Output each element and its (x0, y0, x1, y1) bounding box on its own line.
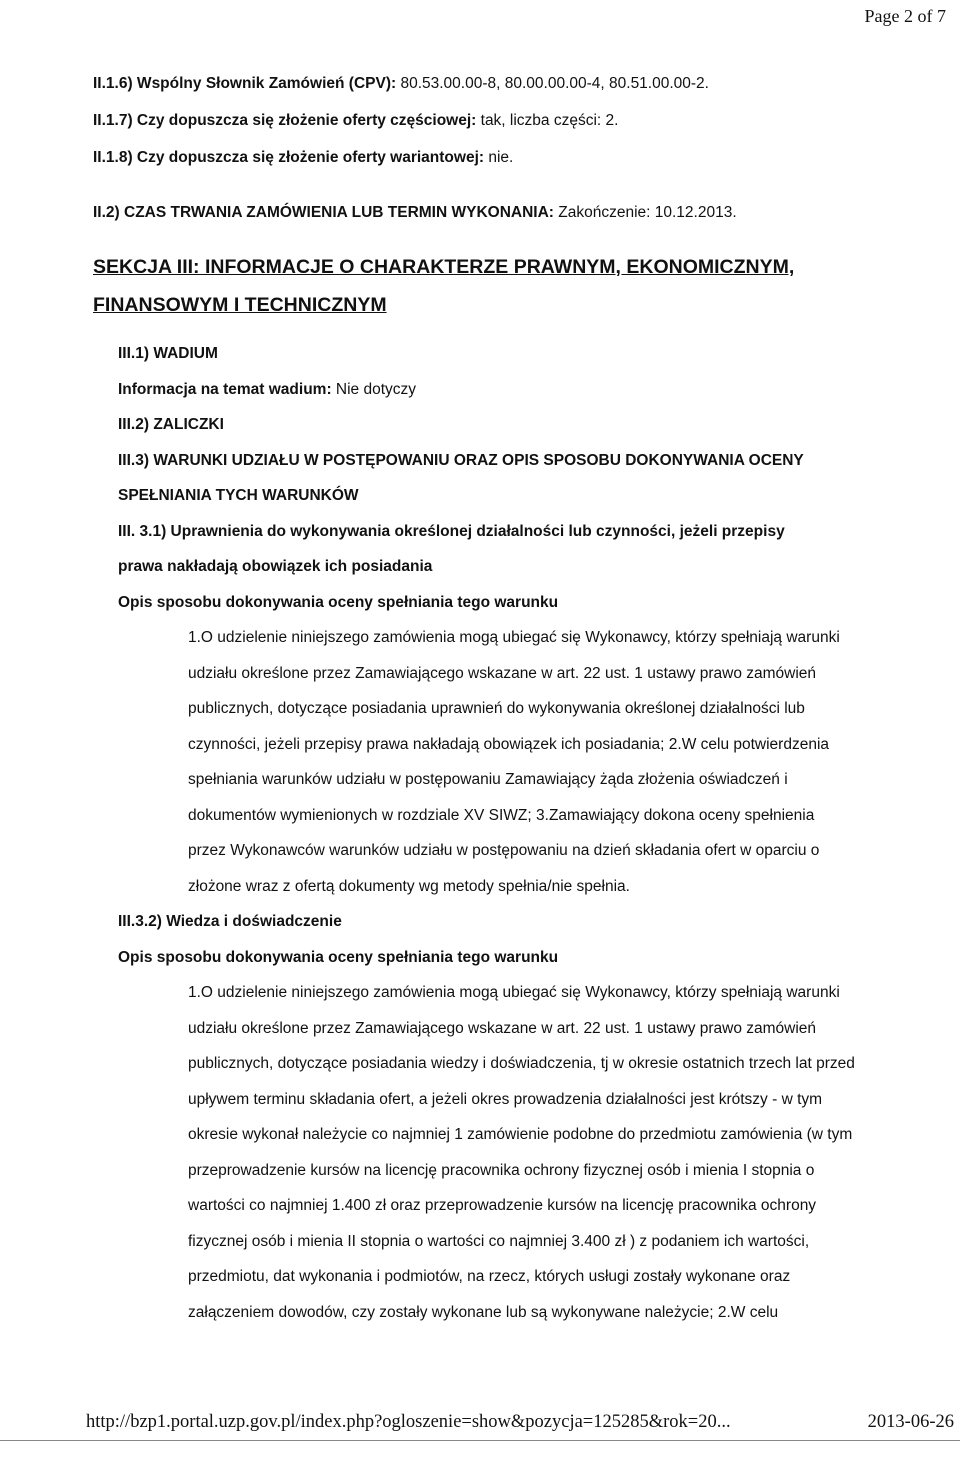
item-label: II.1.8) Czy dopuszcza się złożenie oferty wariantowej: (93, 149, 485, 166)
item-label: II.1.6) Wspólny Słownik Zamówień (CPV): (93, 75, 397, 92)
uprawnienia-heading: III. 3.1) Uprawnienia do wykonywania określonej działalności lub czynności, jeżeli przepisy prawa nakładają obowiązek ich posiadania (118, 522, 785, 575)
wadium-value: Nie dotyczy (331, 380, 417, 398)
item-partial-offer (93, 111, 953, 131)
opis-label: Opis sposobu dokonywania oceny spełniania tego warunku (118, 948, 559, 966)
item-variant-offer (93, 148, 953, 168)
item-value: Zakończenie: 10.12.2013. (553, 204, 737, 221)
footer-date: 2013-06-26 (867, 1412, 954, 1432)
section-title: SEKCJA III: INFORMACJE O CHARAKTERZE PRAWNYM, EKONOMICZNYM, (93, 256, 795, 278)
wiedza-heading: III.3.2) Wiedza i doświadczenie (118, 913, 342, 930)
item-value: tak, liczba części: 2. (476, 112, 619, 129)
opis-label: Opis sposobu dokonywania oceny spełniania tego warunku (118, 593, 559, 611)
zaliczki-heading: III.2) ZALICZKI (118, 416, 224, 433)
uprawnienia-text: 1.O udzielenie niniejszego zamówienia mogą ubiegać się Wykonawcy, którzy spełniają warunki udziału określone przez Zamawiającego wskazane w art. 22 ust. 1 ustawy prawo zamówień publicznych, dotyczące posiadania uprawnień do wykonywania określonej działalności lub czynności, jeżeli przepisy prawa nakładają obowiązek ich posiadania; 2.W celu potwierdzenia spełniania warunków udziału w postępowaniu Zamawiający żąda złożenia oświadczeń i dokumentów wymienionych w rozdziale XV SIWZ; 3.Zamawiający dokona oceny spełnienia przez Wykonawców warunków udziału w postępowaniu na dzień składania ofert w oparciu o złożone wraz z ofertą dokumenty wg metody spełnia/nie spełnia. (188, 629, 840, 895)
footer-url[interactable]: http://bzp1.portal.uzp.gov.pl/index.php?ogloszenie=show&pozycja=125285&rok=20... (86, 1412, 731, 1432)
wadium-label: Informacja na temat wadium: (118, 380, 332, 398)
item-duration (93, 203, 953, 223)
section-title: FINANSOWYM I TECHNICZNYM (93, 294, 387, 316)
wadium-heading: III.1) WADIUM (118, 345, 218, 362)
footer-divider (0, 1440, 960, 1441)
wiedza-text: 1.O udzielenie niniejszego zamówienia mogą ubiegać się Wykonawcy, którzy spełniają warunki udziału określone przez Zamawiającego wskazane w art. 22 ust. 1 ustawy prawo zamówień publicznych, dotyczące posiadania wiedzy i doświadczenia, tj w okresie ostatnich trzech lat przed upływem terminu składania ofert, a jeżeli okres prowadzenia działalności jest krótszy - w tym okresie wykonał należycie co najmniej 1 zamówienie podobne do przedmiotu zamówienia (w tym przeprowadzenie kursów na licencję pracownika ochrony fizycznej osób i mienia I stopnia o wartości co najmniej 1.400 zł oraz przeprowadzenie kursów na licencję pracownika ochrony fizycznej osób i mienia II stopnia o wartości co najmniej 3.400 zł ) z podaniem ich wartości, przedmiotu, dat wykonania i podmiotów, na rzecz, których usługi zostały wykonane oraz załączeniem dowodów, czy zostały wykonane lub są wykonywane należycie; 2.W celu (188, 984, 855, 1321)
warunki-heading: III.3) WARUNKI UDZIAŁU W POSTĘPOWANIU ORAZ OPIS SPOSOBU DOKONYWANIA OCENY SPEŁNIANIA TYCH WARUNKÓW (118, 451, 804, 504)
item-label: II.1.7) Czy dopuszcza się złożenie oferty częściowej: (93, 112, 477, 129)
wadium-info (118, 372, 953, 408)
item-value: 80.53.00.00-8, 80.00.00.00-4, 80.51.00.00-2. (396, 75, 709, 92)
document-body (93, 74, 953, 1330)
item-label: II.2) CZAS TRWANIA ZAMÓWIENIA LUB TERMIN WYKONANIA: (93, 204, 554, 221)
item-cpv (93, 74, 953, 94)
page-number: Page 2 of 7 (864, 6, 946, 26)
item-value: nie. (484, 149, 514, 166)
